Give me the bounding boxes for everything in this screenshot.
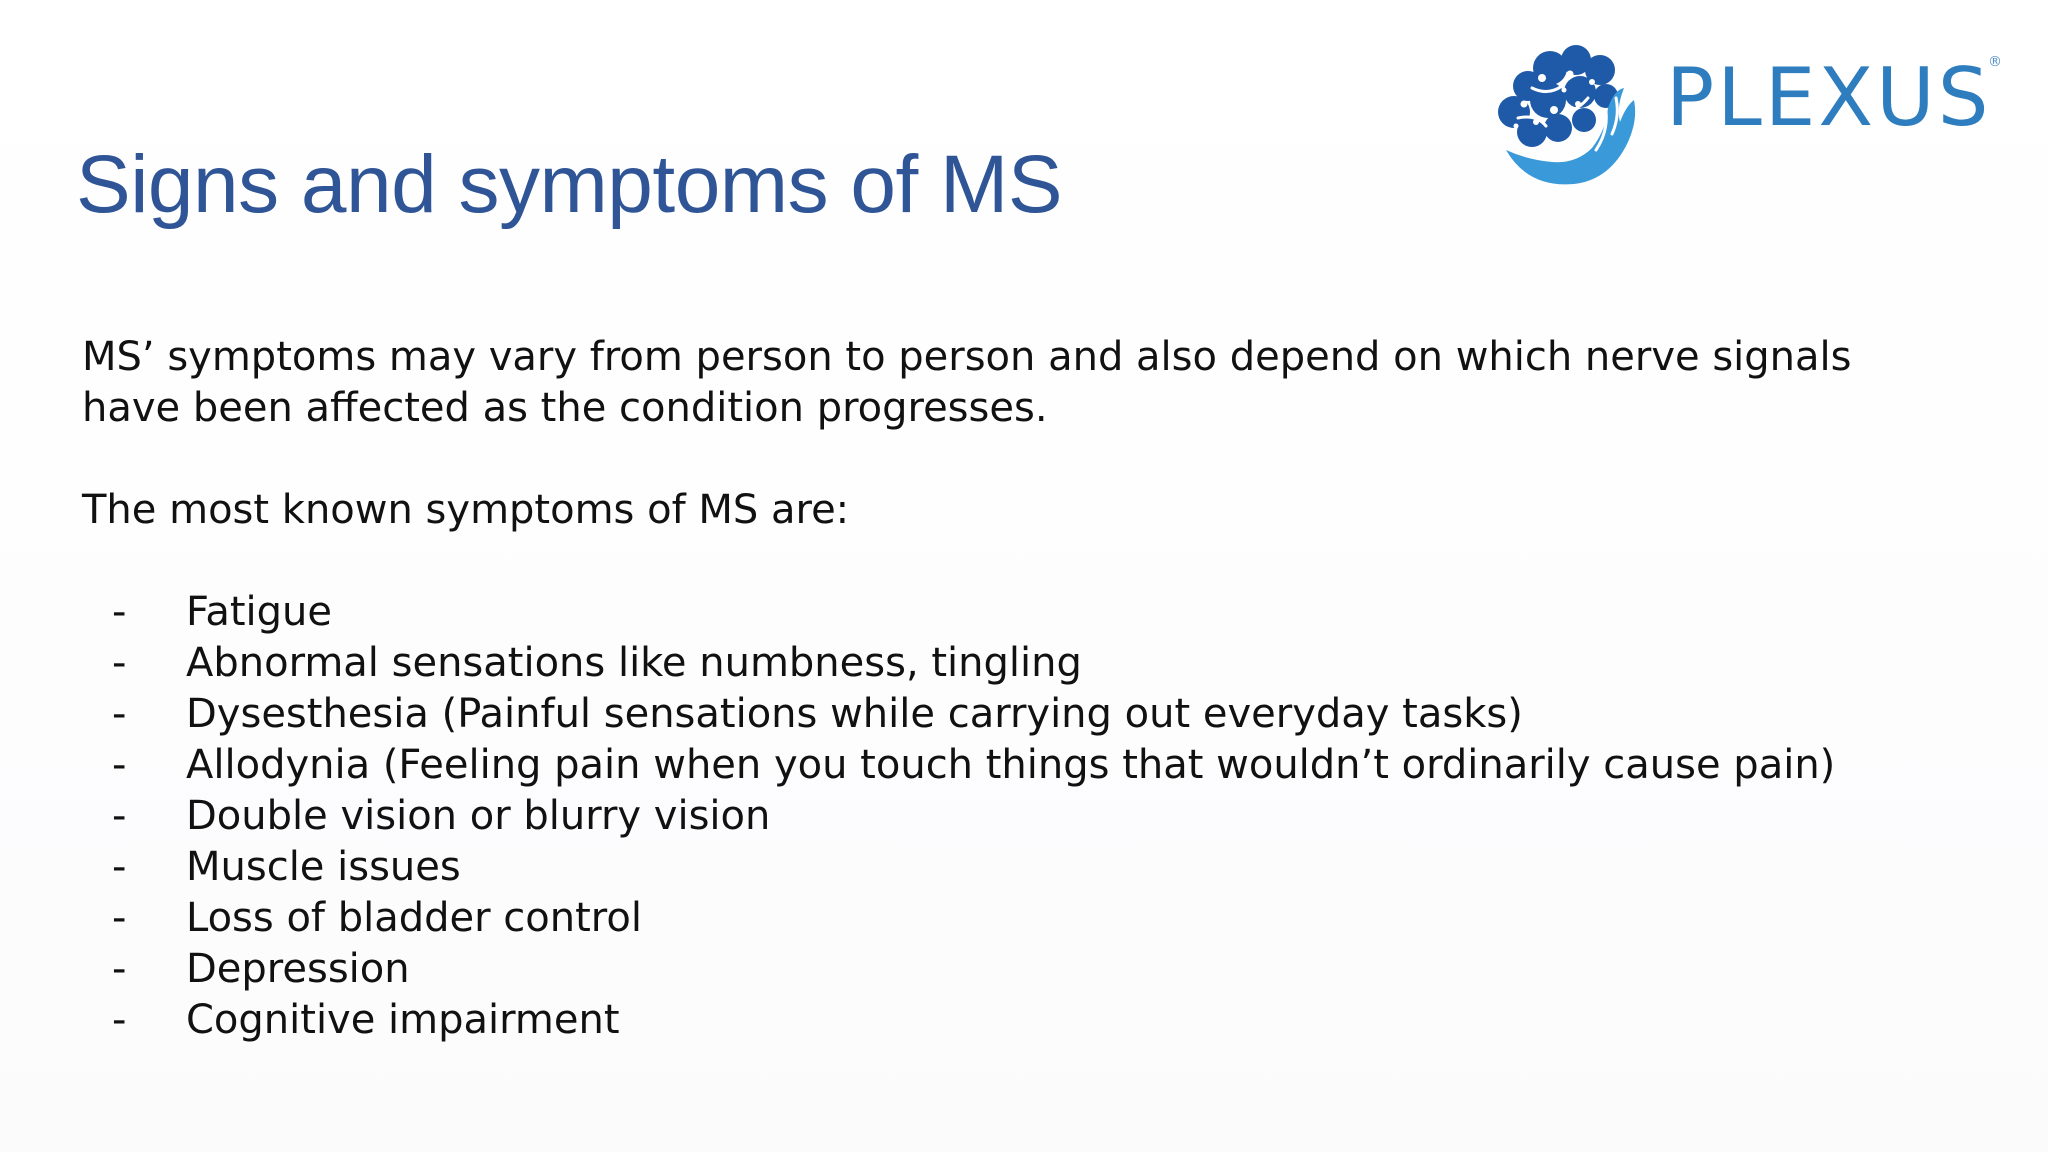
list-item (82, 638, 1982, 689)
list-item (82, 842, 1982, 893)
dash-bullet: - (112, 589, 127, 635)
dash-bullet: - (112, 946, 127, 992)
list-item (82, 893, 1982, 944)
symptom-text: Double vision or blurry vision (186, 793, 771, 839)
symptom-text: Loss of bladder control (186, 895, 642, 941)
dash-bullet: - (112, 997, 127, 1043)
registered-mark: ® (1988, 54, 2002, 70)
symptom-text: Allodynia (Feeling pain when you touch things that wouldn’t ordinarily cause pain) (186, 742, 1836, 788)
symptom-text: Cognitive impairment (186, 997, 620, 1043)
list-item (82, 689, 1982, 740)
list-item (82, 944, 1982, 995)
symptom-text: Fatigue (186, 589, 332, 635)
dash-bullet: - (112, 640, 127, 686)
list-item (82, 791, 1982, 842)
brain-hand-icon (1488, 38, 1648, 198)
symptom-list (82, 587, 1982, 1046)
dash-bullet: - (112, 793, 127, 839)
symptom-text: Dysesthesia (Painful sensations while carrying out everyday tasks) (186, 691, 1523, 737)
plexus-logo (1488, 38, 2008, 198)
slide-body (82, 332, 1982, 1046)
dash-bullet: - (112, 742, 127, 788)
list-heading: The most known symptoms of MS are: (82, 487, 850, 533)
intro-paragraph: MS’ symptoms may vary from person to person and also depend on which nerve signals have been affected as the condition progresses. (82, 334, 1852, 431)
list-item (82, 995, 1982, 1046)
dash-bullet: - (112, 895, 127, 941)
symptom-text: Abnormal sensations like numbness, tingling (186, 640, 1082, 686)
list-item (82, 587, 1982, 638)
slide-title: Signs and symptoms of MS (76, 139, 1063, 230)
dash-bullet: - (112, 844, 127, 890)
symptom-text: Muscle issues (186, 844, 461, 890)
symptom-text: Depression (186, 946, 410, 992)
dash-bullet: - (112, 691, 127, 737)
logo-wordmark: PLEXUS (1666, 51, 1992, 144)
list-item (82, 740, 1982, 791)
